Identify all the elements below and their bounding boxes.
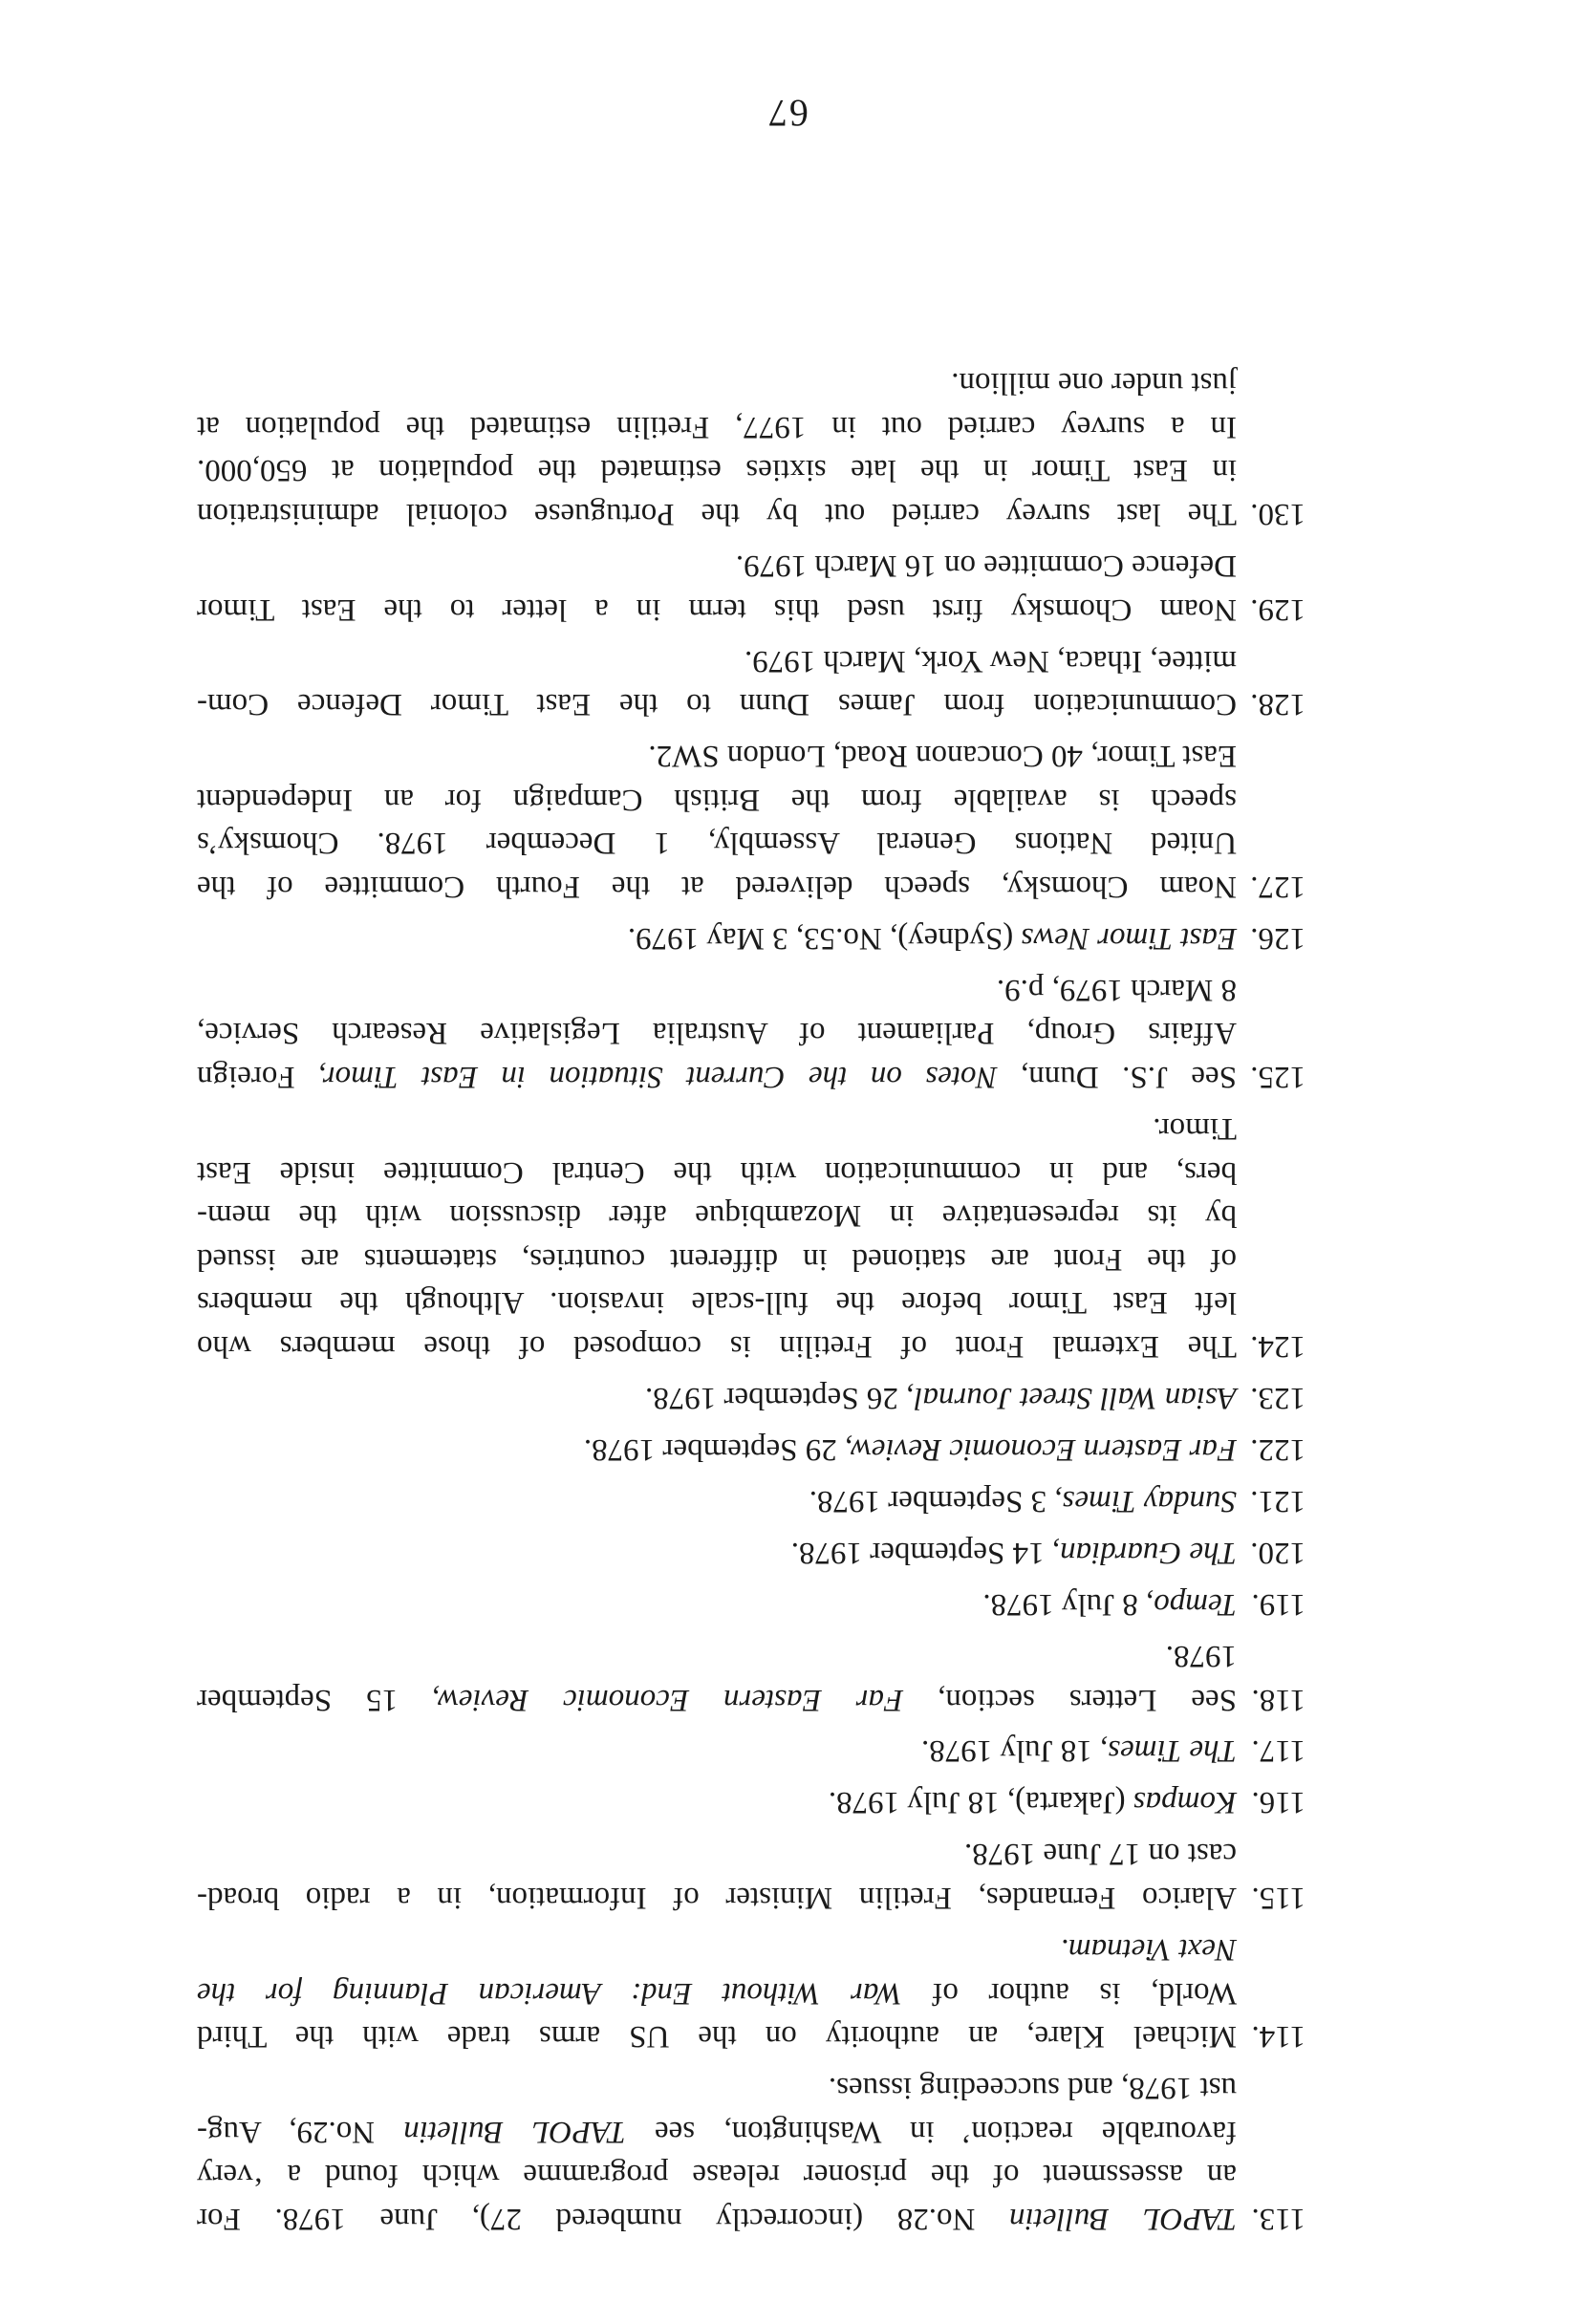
text-run: No.28 (incorrectly numbered 27), June 1978. For	[197, 2202, 1010, 2236]
endnote-number: 120.	[1250, 1535, 1305, 1570]
italic-title: The Times,	[1099, 1733, 1237, 1769]
text-run: just under one million.	[951, 366, 1237, 401]
text-run: 14 September 1978.	[790, 1535, 1052, 1570]
endnote-line	[197, 821, 1237, 865]
text-run: Defence Committee on 16 March 1979.	[735, 548, 1237, 583]
text-run: The External Front of Fretilin is composed of those members who	[197, 1329, 1237, 1365]
text-run: Affairs Group, Parliament of Australia Legislative Research Service,	[197, 1016, 1237, 1051]
endnote	[197, 1780, 1305, 1824]
italic-title: Notes on the Current Situation in East Timor,	[318, 1060, 998, 1095]
text-run: Michael Klare, an authority on the US arms trade with the Third	[197, 2019, 1237, 2055]
endnote	[197, 967, 1305, 1098]
italic-title: Far Eastern Economic Review,	[432, 1682, 904, 1717]
text-run: 3 September 1978.	[809, 1483, 1055, 1518]
text-run: East Timor, 40 Concanon Road, London SW2.	[648, 739, 1237, 774]
endnote	[197, 1427, 1305, 1471]
endnote-line	[197, 1011, 1237, 1055]
text-run: 8 March 1979, p.9.	[996, 972, 1237, 1007]
endnotes-list	[197, 353, 1305, 2240]
endnote-number: 115.	[1251, 1881, 1305, 1916]
endnote-line	[197, 967, 1237, 1011]
endnote-line	[197, 2153, 1237, 2197]
text-run: The last survey carried out by the Portuguese colonial administration	[197, 496, 1237, 531]
italic-title: Next Vietnam.	[1060, 1932, 1237, 1968]
endnote-line	[197, 734, 1237, 778]
endnote-line	[197, 2109, 1237, 2153]
text-run: 18 July 1978.	[920, 1733, 1100, 1769]
text-run: 1978.	[1165, 1638, 1237, 1673]
endnote-line	[197, 1280, 1237, 1324]
text-run: Noam Chomsky, speech delivered at the Fourth Committee of the	[197, 869, 1237, 904]
endnote-line	[197, 2014, 1237, 2058]
text-run: an assessment of the prisoner release programme which found a ‘very	[197, 2158, 1237, 2193]
endnote-line	[197, 638, 1237, 682]
endnote-line	[197, 1375, 1237, 1419]
text-run: (Jakarta), 18 July 1978.	[828, 1785, 1133, 1820]
endnote-line	[197, 1729, 1237, 1773]
italic-title: Asian Wall Street Journal,	[906, 1381, 1237, 1415]
endnote	[197, 2066, 1305, 2240]
text-run: See J.S. Dunn,	[997, 1060, 1237, 1095]
endnote-line	[197, 361, 1237, 405]
endnote-line	[197, 2066, 1237, 2110]
text-run: 26 September 1978.	[645, 1381, 907, 1415]
text-run: Communication from James Dunn to the East Timor Defence Com-	[197, 687, 1237, 722]
endnote-line	[197, 587, 1237, 631]
endnote	[197, 361, 1305, 535]
italic-title: Tempo,	[1145, 1586, 1237, 1622]
text-run: mittee, Ithaca, New York, March 1979.	[744, 643, 1237, 678]
endnote-line	[197, 1780, 1237, 1824]
endnote	[197, 638, 1305, 725]
endnote-line	[197, 1478, 1237, 1522]
endnote-line	[197, 1323, 1237, 1367]
endnote-line	[197, 1677, 1237, 1721]
endnote	[197, 1729, 1305, 1773]
text-run: (Sydney), No.53, 3 May 1979.	[627, 920, 1022, 956]
endnote-line	[197, 2196, 1237, 2240]
italic-title: The Guardian,	[1051, 1535, 1237, 1570]
endnote	[197, 543, 1305, 630]
text-run: favourable reaction’ in Washington, see	[625, 2114, 1237, 2149]
text-run: 29 September 1978.	[583, 1431, 846, 1467]
text-run: In a survey carried out in 1977, Fretilin estimated the population at	[197, 409, 1237, 444]
endnote-number: 122.	[1250, 1431, 1305, 1467]
endnote	[197, 1530, 1305, 1574]
endnote-number: 128.	[1250, 687, 1305, 722]
endnote	[197, 1375, 1305, 1419]
endnote-number: 116.	[1251, 1785, 1305, 1820]
endnote-line	[197, 915, 1237, 959]
italic-title: Sunday Times,	[1054, 1483, 1237, 1518]
endnote-line	[197, 1054, 1237, 1098]
text-run: See Letters section,	[903, 1682, 1237, 1717]
endnote	[197, 1582, 1305, 1625]
endnote-line	[197, 448, 1237, 492]
endnote-number: 129.	[1250, 592, 1305, 627]
italic-title: TAPOL Bulletin	[1009, 2202, 1237, 2236]
text-run: No.29, Aug-	[197, 2114, 404, 2149]
endnote-number: 130.	[1250, 496, 1305, 531]
endnote-number: 113.	[1251, 2202, 1305, 2236]
text-run: 15 September	[197, 1682, 433, 1717]
text-run: ust 1978, and succeeding issues.	[828, 2071, 1237, 2106]
text-run: by its representative in Mozambique after discussion with the mem-	[197, 1198, 1237, 1234]
endnote-line	[197, 1194, 1237, 1237]
endnote-line	[197, 864, 1237, 908]
endnote-line	[197, 1582, 1237, 1625]
text-run: World, is author of	[901, 1975, 1237, 2011]
endnote	[197, 1106, 1305, 1367]
endnote-number: 123.	[1250, 1381, 1305, 1415]
page-number: 67	[766, 92, 809, 135]
text-run: 8 July 1978.	[982, 1586, 1146, 1622]
text-run: United Nations General Assembly, 1 December 1978. Chomsky’s	[197, 826, 1237, 861]
text-run: of the Front are stationed in different countries, statements are issued	[197, 1241, 1237, 1277]
text-run: in East Timor in the late sixties estimated the population at 650,000.	[197, 453, 1237, 488]
endnote-line	[197, 1150, 1237, 1194]
endnote-number: 125.	[1250, 1060, 1305, 1095]
endnote-line	[197, 682, 1237, 726]
endnote-number: 124.	[1250, 1329, 1305, 1365]
text-run: speech is available from the British Campaign for an Independent	[197, 782, 1237, 817]
endnote-line	[197, 1530, 1237, 1574]
endnote-line	[197, 491, 1237, 535]
text-run: Timor.	[1153, 1111, 1237, 1147]
endnote-line	[197, 1926, 1237, 1970]
text-run: cast on 17 June 1978.	[963, 1837, 1237, 1872]
endnote-number: 117.	[1251, 1733, 1305, 1769]
endnote	[197, 1633, 1305, 1720]
italic-title: Far Eastern Economic Review,	[845, 1431, 1237, 1467]
endnote-number: 121.	[1250, 1483, 1305, 1518]
endnote	[197, 1926, 1305, 2057]
endnote	[197, 734, 1305, 908]
endnote-line	[197, 543, 1237, 587]
endnote-number: 118.	[1251, 1682, 1305, 1717]
text-run: Noam Chomsky first used this term in a letter to the East Timor	[197, 592, 1237, 627]
endnote-line	[197, 1237, 1237, 1280]
endnote-number: 126.	[1250, 920, 1305, 956]
endnote-number: 114.	[1251, 2019, 1305, 2055]
endnote-line	[197, 777, 1237, 821]
endnote	[197, 915, 1305, 959]
italic-title: East Timor News	[1021, 920, 1237, 956]
text-run: Alarico Fernandes, Fretilin Minister of Information, in a radio broad-	[197, 1881, 1237, 1916]
endnote-line	[197, 1832, 1237, 1876]
endnote-number: 127.	[1250, 869, 1305, 904]
endnote-line	[197, 1106, 1237, 1150]
italic-title: War Without End: American Planning for the	[197, 1975, 902, 2011]
text-run: bers, and in communication with the Central Committee inside East	[197, 1154, 1237, 1190]
italic-title: TAPOL Bulletin	[403, 2114, 626, 2149]
endnote-number: 119.	[1251, 1586, 1305, 1622]
endnote-line	[197, 1427, 1237, 1471]
italic-title: Kompas	[1133, 1785, 1237, 1820]
endnote	[197, 1832, 1305, 1919]
endnote-line	[197, 1970, 1237, 2014]
endnote-line	[197, 404, 1237, 448]
endnote-line	[197, 1875, 1237, 1919]
endnote	[197, 1478, 1305, 1522]
text-run: Foreign	[197, 1060, 319, 1095]
text-run: left East Timor before the full-scale invasion. Although the members	[197, 1285, 1237, 1321]
endnote-line	[197, 1633, 1237, 1677]
